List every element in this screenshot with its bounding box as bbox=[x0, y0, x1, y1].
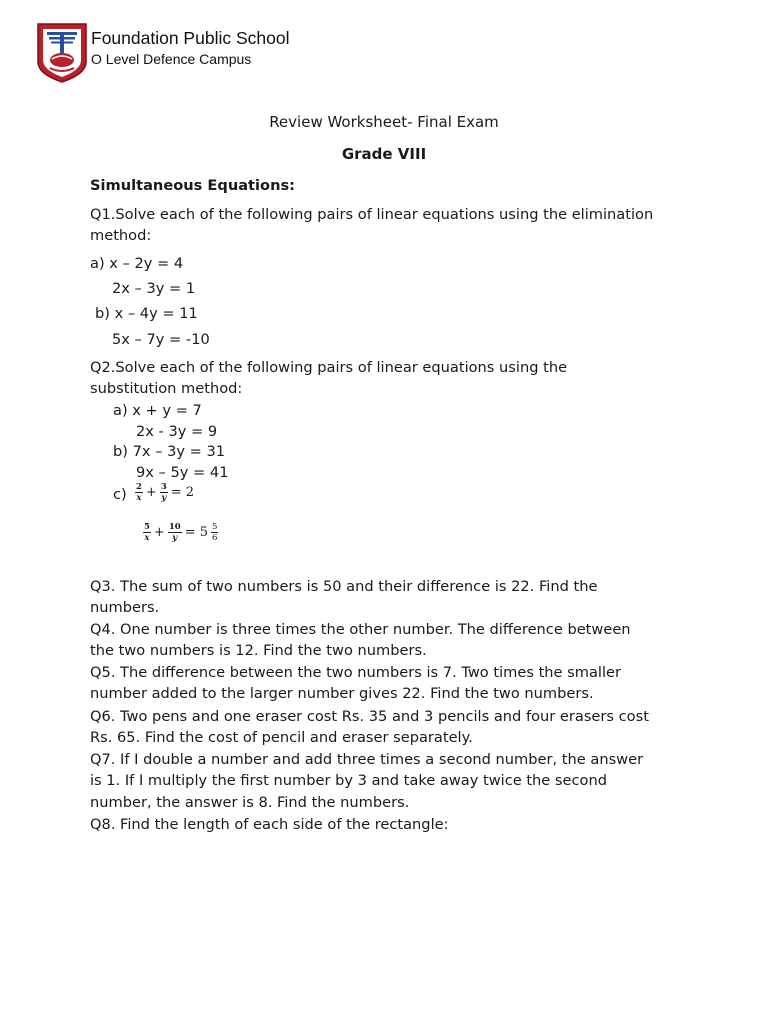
q3-line1: Q3. The sum of two numbers is 50 and their difference is 22. Find the bbox=[90, 578, 598, 595]
q1-text-line1: Q1.Solve each of the following pairs of linear equations using the elimination bbox=[90, 206, 654, 223]
fraction: $\frac{5}{x}$ bbox=[144, 522, 150, 543]
q7-line3: number, the answer is 8. Find the numbers. bbox=[90, 794, 410, 811]
plus-sign: + bbox=[153, 525, 165, 540]
q4-line1: Q4. One number is three times the other number. The difference between bbox=[90, 621, 631, 638]
equals-value: = 5 bbox=[184, 525, 208, 540]
q2-b-eq2: 9x – 5y = 41 bbox=[136, 464, 229, 481]
q1-text-line2: method: bbox=[90, 227, 152, 244]
q4-line2: the two numbers is 12. Find the two numbers. bbox=[90, 642, 427, 659]
q2-text-line1: Q2.Solve each of the following pairs of linear equations using the bbox=[90, 359, 568, 376]
q7-line2: is 1. If I multiply the first number by 3 and take away twice the second bbox=[90, 772, 607, 789]
fraction: $\frac{3}{y}$ bbox=[160, 482, 167, 503]
q2-a-eq1: a) x + y = 7 bbox=[113, 402, 202, 419]
q2-c-label: c) bbox=[113, 486, 127, 503]
q6-line1: Q6. Two pens and one eraser cost Rs. 35 and 3 pencils and four erasers cost bbox=[90, 708, 649, 725]
q2-a-eq2: 2x - 3y = 9 bbox=[136, 423, 218, 440]
q2-b-eq1: b) 7x – 3y = 31 bbox=[113, 443, 226, 460]
q6-line2: Rs. 65. Find the cost of pencil and eraser separately. bbox=[90, 729, 473, 746]
grade-heading: Grade VIII bbox=[341, 145, 427, 163]
worksheet-title: Review Worksheet- Final Exam bbox=[269, 113, 499, 131]
plus-sign: + bbox=[145, 485, 157, 500]
school-crest-logo bbox=[36, 22, 88, 84]
q2-c-eq1 bbox=[134, 482, 194, 503]
campus-name: O Level Defence Campus bbox=[91, 51, 252, 67]
school-name: Foundation Public School bbox=[91, 28, 290, 48]
fraction: $\frac{10}{y}$ bbox=[168, 522, 181, 543]
q7-line1: Q7. If I double a number and add three times a second number, the answer bbox=[90, 751, 644, 768]
q1-b-eq1: b) x – 4y = 11 bbox=[95, 305, 198, 322]
equals-value: = 2 bbox=[170, 485, 195, 500]
q1-b-eq2: 5x – 7y = -10 bbox=[112, 331, 210, 348]
q2-c-eq2 bbox=[142, 522, 219, 543]
q5-line2: number added to the larger number gives 22. Find the two numbers. bbox=[90, 685, 594, 702]
fraction: $\frac{5}{6}$ bbox=[211, 522, 218, 543]
q2-text-line2: substitution method: bbox=[90, 380, 243, 397]
q1-a-eq1: a) x – 2y = 4 bbox=[90, 255, 184, 272]
q8-line1: Q8. Find the length of each side of the rectangle: bbox=[90, 816, 449, 833]
q5-line1: Q5. The difference between the two numbers is 7. Two times the smaller bbox=[90, 664, 622, 681]
q1-a-eq2: 2x – 3y = 1 bbox=[112, 280, 196, 297]
section-heading: Simultaneous Equations: bbox=[90, 177, 295, 194]
fraction: $\frac{2}{x}$ bbox=[136, 482, 142, 503]
q3-line2: numbers. bbox=[90, 599, 160, 616]
